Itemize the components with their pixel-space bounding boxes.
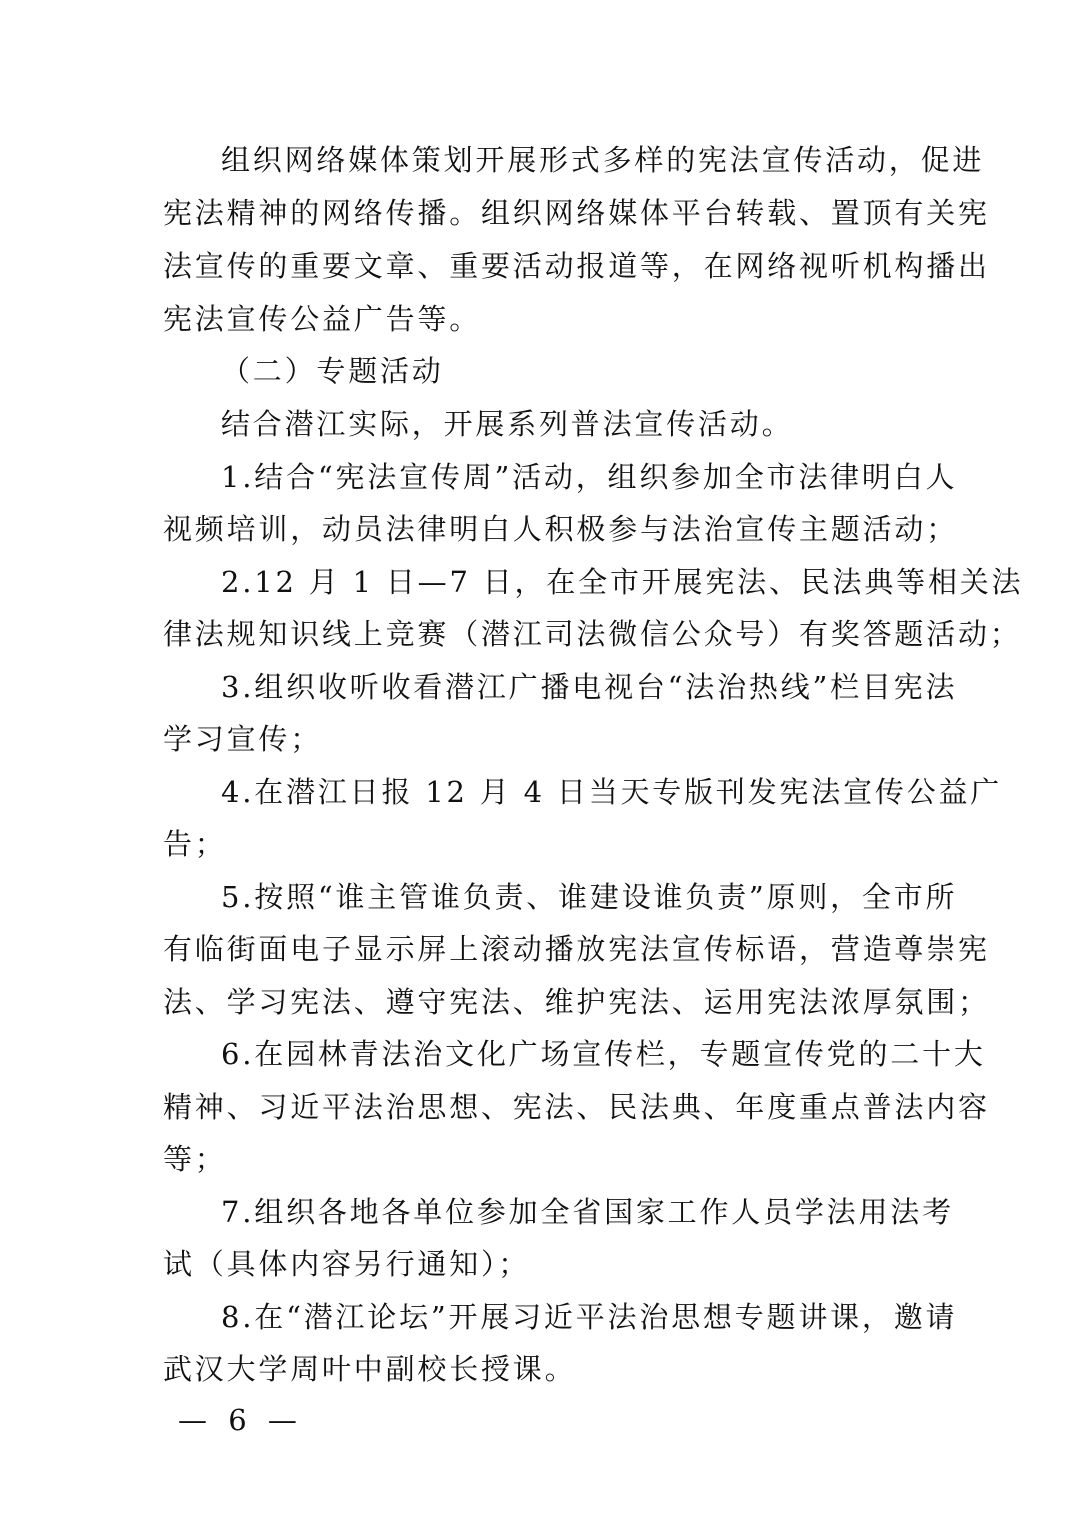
list-item-7-line: 试（具体内容另行通知）；: [163, 1247, 531, 1281]
list-item-2-line: 律法规知识线上竞赛（潜江司法微信公众号）有奖答题活动；: [163, 617, 1022, 651]
list-item-3-line: 3.组织收听收看潜江广播电视台“法治热线”栏目宪法: [221, 670, 958, 704]
list-item-5-line: 法、学习宪法、遵守宪法、维护宪法、运用宪法浓厚氛围；: [163, 985, 990, 1019]
list-item-4-line: 告；: [163, 827, 227, 861]
paragraph-line: 宪法宣传公益广告等。: [163, 302, 482, 336]
paragraph-line: 法宣传的重要文章、重要活动报道等，在网络视听机构播出: [163, 249, 990, 283]
paragraph-line: 宪法精神的网络传播。组织网络媒体平台转载、置顶有关宪: [163, 196, 990, 230]
list-item-5-line: 有临街面电子显示屏上滚动播放宪法宣传标语，营造尊崇宪: [163, 932, 990, 966]
list-item-5-line: 5.按照“谁主管谁负责、谁建设谁负责”原则，全市所: [221, 880, 958, 914]
list-item-8-line: 武汉大学周叶中副校长授课。: [163, 1352, 577, 1386]
list-item-6-line: 精神、习近平法治思想、宪法、民法典、年度重点普法内容: [163, 1090, 990, 1124]
list-item-6-line: 等；: [163, 1142, 227, 1176]
list-item-6-line: 6.在园林青法治文化广场宣传栏，专题宣传党的二十大: [221, 1037, 986, 1071]
list-item-1-line: 1.结合“宪法宣传周”活动，组织参加全市法律明白人: [221, 460, 958, 494]
paragraph-line: 组织网络媒体策划开展形式多样的宪法宣传活动，促进: [221, 143, 985, 177]
list-item-1-line: 视频培训，动员法律明白人积极参与法治宣传主题活动；: [163, 512, 959, 546]
page-number: — 6 —: [178, 1403, 303, 1437]
section-heading: （二）专题活动: [221, 354, 444, 388]
list-item-8-line: 8.在“潜江论坛”开展习近平法治思想专题讲课，邀请: [221, 1300, 958, 1334]
list-item-7-line: 7.组织各地各单位参加全省国家工作人员学法用法考: [221, 1195, 954, 1229]
list-item-4-line: 4.在潜江日报 12 月 4 日当天专版刊发宪法宣传公益广: [221, 775, 1003, 809]
list-item-2-line: 2.12 月 1 日—7 日，在全市开展宪法、民法典等相关法: [221, 565, 1024, 599]
list-item-3-line: 学习宣传；: [163, 722, 323, 756]
paragraph-line: 结合潜江实际，开展系列普法宣传活动。: [221, 407, 794, 441]
